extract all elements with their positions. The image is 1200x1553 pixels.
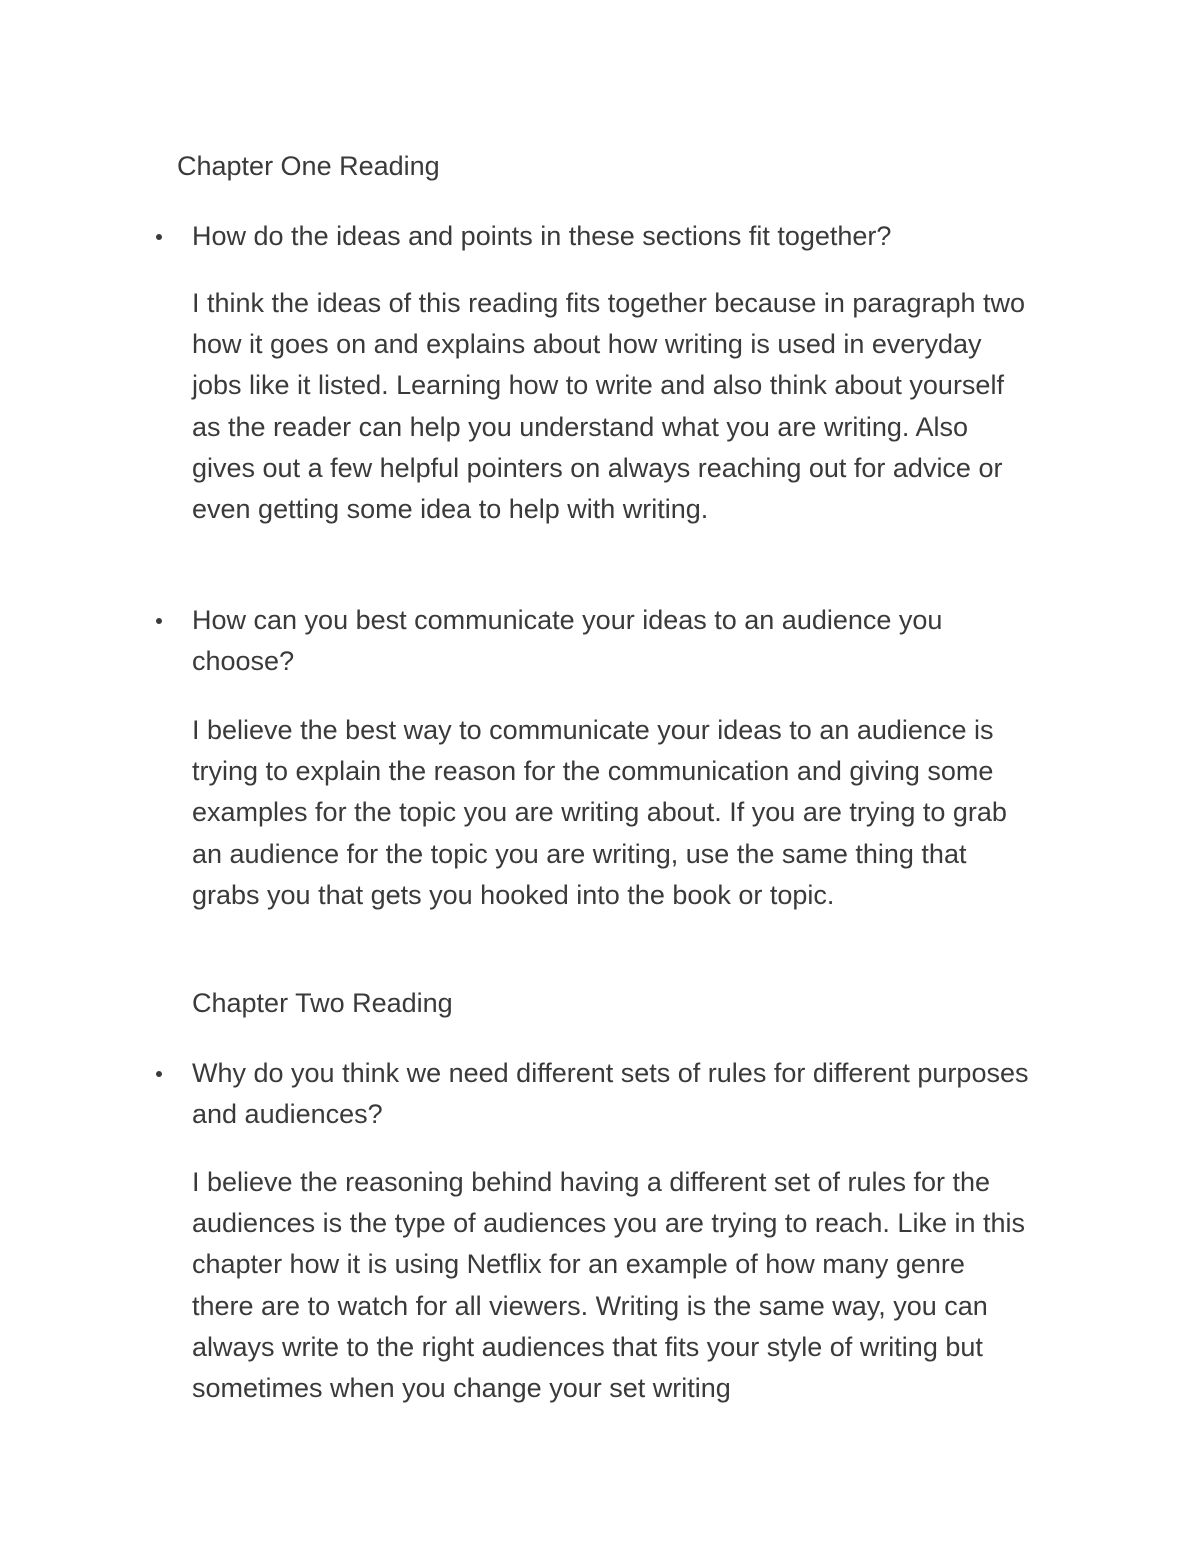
question-text: How can you best communicate your ideas to an audience you choose? [192, 605, 943, 676]
chapter-two-heading: Chapter Two Reading [192, 988, 453, 1018]
chapter-two-answer-1: I believe the reasoning behind having a different set of rules for the audiences is the type of audiences you are trying to reach. Like in this chapter how it is using Netflix for an example of how many genre there are to watch for all viewers. Writing is the same way, you can always write to the right audiences that fits your style of writing but sometimes when you change your set writing [192, 1167, 1025, 1404]
question-text: Why do you think we need different sets of rules for different purposes and audiences? [192, 1058, 1029, 1129]
chapter-one-question-1 [192, 216, 1032, 257]
chapter-one-heading: Chapter One Reading [177, 151, 440, 181]
chapter-one-answer-2: I believe the best way to communicate your ideas to an audience is trying to explain the reason for the communication and giving some examples for the topic you are writing about. If you are trying to grab an audience for the topic you are writing, use the same thing that grabs you that gets you hooked into the book or topic. [192, 715, 1007, 910]
bullet-icon [156, 618, 162, 624]
chapter-one-question-2 [192, 600, 1032, 682]
chapter-two-question-1 [192, 1053, 1032, 1135]
bullet-icon [156, 1071, 162, 1077]
question-text: How do the ideas and points in these sections fit together? [192, 221, 892, 251]
bullet-icon [156, 234, 162, 240]
chapter-one-answer-1: I think the ideas of this reading fits together because in paragraph two how it goes on and explains about how writing is used in everyday jobs like it listed. Learning how to write and also think about yourself as the reader can help you understand what you are writing. Also gives out a few helpful pointers on always reaching out for advice or even getting some idea to help with writing. [192, 288, 1026, 525]
